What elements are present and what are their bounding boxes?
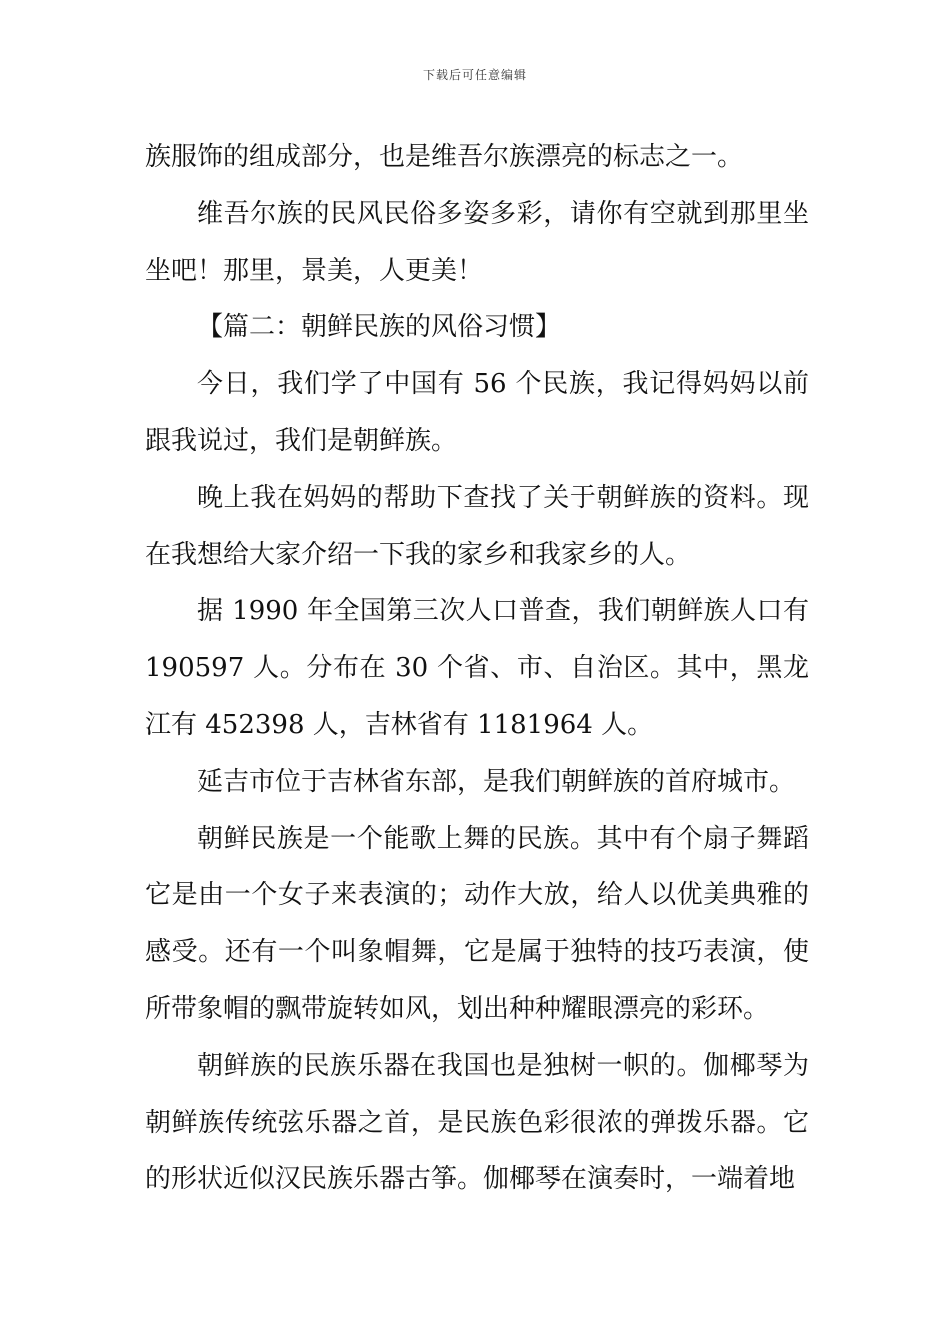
paragraph: 今日，我们学了中国有 56 个民族，我记得妈妈以前跟我说过，我们是朝鲜族。 bbox=[145, 369, 809, 456]
paragraph: 维吾尔族的民风民俗多姿多彩，请你有空就到那里坐坐吧！那里，景美，人更美！ bbox=[145, 198, 809, 286]
paragraph: 朝鲜民族是一个能歌上舞的民族。其中有个扇子舞蹈它是由一个女子来表演的；动作大放，给人以优美典雅的感受。还有一个叫象帽舞，它是属于独特的技巧表演，使所带象帽的飘带旋转如风，划出种种耀眼漂亮的彩环。 bbox=[145, 823, 809, 1024]
section-heading: 【篇二：朝鲜民族的风俗习惯】 bbox=[197, 312, 562, 343]
paragraph-continuation: 族服饰的组成部分，也是维吾尔族漂亮的标志之一。 bbox=[145, 142, 744, 172]
paragraph: 晚上我在妈妈的帮助下查找了关于朝鲜族的资料。现在我想给大家介绍一下我的家乡和我家乡的人。 bbox=[145, 482, 809, 570]
paragraph: 据 1990 年全国第三次人口普查，我们朝鲜族人口有 190597 人。分布在 30 个省、市、自治区。其中，黑龙江有 452398 人，吉林省有 1181964 人。 bbox=[145, 596, 809, 740]
page-header: 下载后可任意编辑 bbox=[422, 68, 527, 82]
paragraph: 朝鲜族的民族乐器在我国也是独树一帜的。伽椰琴为朝鲜族传统弦乐器之首，是民族色彩很浓的弹拨乐器。它的形状近似汉民族乐器古筝。伽椰琴在演奏时，一端着地 bbox=[145, 1050, 809, 1195]
document-body bbox=[145, 129, 809, 1208]
paragraph: 延吉市位于吉林省东部，是我们朝鲜族的首府城市。 bbox=[197, 766, 796, 797]
